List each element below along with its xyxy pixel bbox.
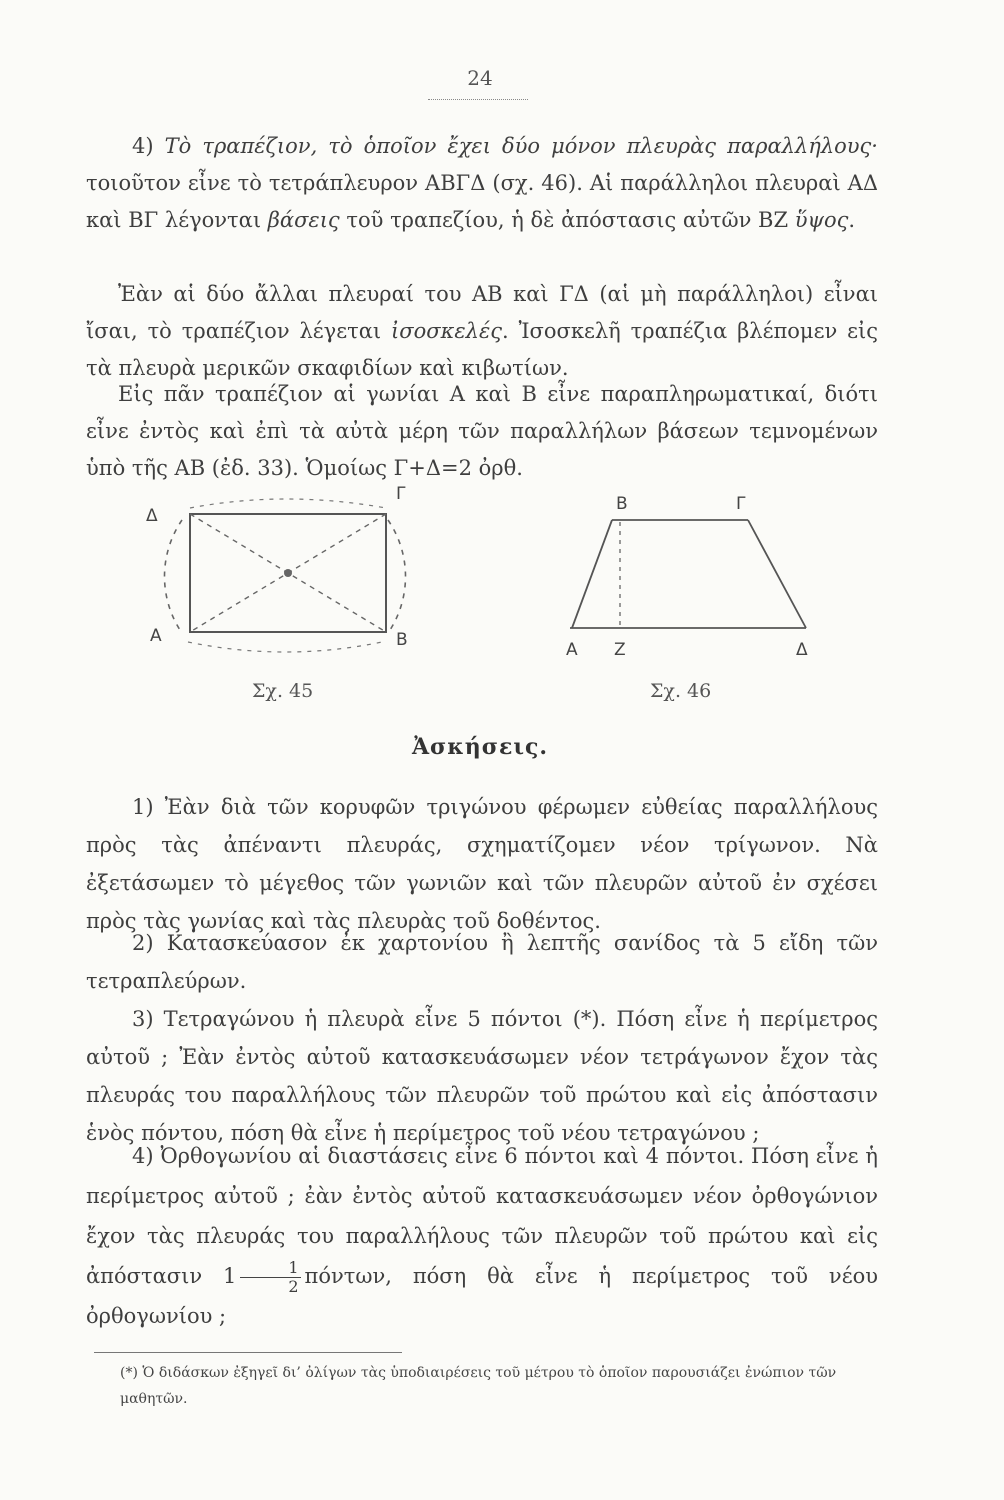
exercise-number: 3)	[132, 1007, 154, 1031]
paragraph-text: . Ἰσοσκελῆ τραπέζια βλέπομεν εἰς τὰ πλευρὰ μερικῶν σκαφιδίων καὶ κιβωτίων.	[86, 319, 878, 380]
fig46-side-gd	[748, 520, 806, 628]
figure-46-diagram	[560, 500, 820, 650]
exercise-text: Ἐὰν διὰ τῶν κορυφῶν τριγώνου φέρωμεν εὐθείας παραλλήλους πρὸς τὰς ἀπέναντι πλευράς, σχηματίζομεν νέον τρίγωνον. Νὰ ἐξετάσωμεν τὸ μέγεθος τῶν γωνιῶν καὶ τῶν πλευρῶν αὐτοῦ ἐν σχέσει πρὸς τὰς γωνίας καὶ τὰς πλευρὰς τοῦ δοθέντος.	[86, 795, 878, 933]
exercise-number: 4)	[132, 1144, 154, 1168]
fraction-one-half	[240, 1259, 300, 1296]
trapezium-definition: Τὸ τραπέζιον, τὸ ὁποῖον ἔχει δύο μόνον πλευρὰς παραλλήλους·	[164, 134, 878, 158]
paragraph-isosceles	[86, 276, 878, 387]
item-number: 4)	[132, 134, 154, 158]
exercise-3	[86, 1000, 878, 1152]
exercises-heading: Ἀσκήσεις.	[411, 734, 549, 760]
figure-45-diagram	[150, 480, 420, 670]
term-height: ὕψος	[794, 208, 849, 232]
fig45-label-beta: Β	[396, 630, 408, 650]
page-number: 24	[467, 66, 493, 90]
exercise-text: Τετραγώνου ἡ πλευρὰ εἶνε 5 πόντοι (*). Πόση εἶνε ἡ περίμετρος αὐτοῦ ; Ἐὰν ἐντὸς αὐτοῦ κατασκευάσωμεν νέον τετράγωνον ἔχον τὰς πλευράς του παραλλήλους τῶν πλευρῶν τοῦ πρώτου καὶ εἰς ἀπόστασιν ἑνὸς πόντου, πόση θὰ εἶνε ἡ περίμετρος τοῦ νέου τετραγώνου ;	[86, 1007, 878, 1145]
paragraph-trapezium-definition	[86, 128, 878, 239]
fig46-label-delta: Δ	[796, 640, 808, 660]
exercise-4	[86, 1136, 878, 1336]
paragraph-text: τοῦ τραπεζίου, ἡ δὲ ἀπόστασις αὐτῶν ΒΖ	[339, 208, 795, 232]
page-number-rule	[428, 99, 528, 100]
fig46-label-alpha: Α	[566, 640, 578, 660]
fig45-label-delta: Δ	[146, 506, 158, 526]
punctuation: .	[848, 208, 856, 232]
term-bases: βάσεις	[267, 208, 340, 232]
fig45-label-alpha: Α	[150, 626, 162, 646]
paragraph-text: Ἐὰν αἱ δύο ἄλλαι πλευραί του ΑΒ καὶ ΓΔ (αἱ μὴ παράλληλοι) εἶναι ἴσαι, τὸ τραπέζιον λέγεται	[86, 282, 878, 343]
footnote: (*) Ὁ διδάσκων ἐξηγεῖ δι’ ὀλίγων τὰς ὑποδιαιρέσεις τοῦ μέτρου τὸ ὁποῖον παρουσιάζει ἐνώπιον τῶν μαθητῶν.	[120, 1365, 837, 1407]
exercise-text: πόντων, πόση θὰ εἶνε ἡ περίμετρος τοῦ νέου ὀρθογωνίου ;	[86, 1264, 878, 1328]
exercise-2	[86, 924, 878, 1000]
exercise-1	[86, 788, 878, 940]
term-isosceles: ἰσοσκελές	[391, 319, 502, 343]
fraction-numerator: 1	[240, 1259, 300, 1278]
footnote-rule	[94, 1352, 402, 1353]
fig45-center-point	[284, 569, 292, 577]
figure-46-caption: Σχ. 46	[650, 680, 712, 702]
fig46-label-beta: Β	[616, 494, 628, 514]
fig46-side-ab	[572, 520, 612, 628]
fig45-circle-arc-top	[190, 499, 386, 508]
exercise-text: Ὀρθογωνίου αἱ διαστάσεις εἶνε 6 πόντοι καὶ 4 πόντοι. Πόση εἶνε ἡ περίμετρος αὐτοῦ ; ἐὰν ἐντὸς αὐτοῦ κατασκευάσωμεν νέον ὀρθογώνιον ἔχον τὰς πλευράς του παραλλήλους τῶν πλευρῶν τοῦ πρώτου καὶ εἰς ἀπόστασιν 1	[86, 1144, 878, 1288]
exercise-number: 2)	[132, 931, 154, 955]
paragraph-text: τοιοῦτον εἶνε τὸ τετράπλευρον ΑΒΓΔ (σχ. 46). Αἱ παράλληλοι πλευραὶ ΑΔ καὶ ΒΓ λέγονται	[86, 171, 878, 232]
fig45-circle-arc-left	[164, 520, 182, 630]
paragraph-text: Εἰς πᾶν τραπέζιον αἱ γωνίαι Α καὶ Β εἶνε παραπληρωματικαί, διότι εἶνε ἐντὸς καὶ ἐπὶ τὰ αὐτὰ μέρη τῶν παραλλήλων βάσεων τεμνομένων ὑπὸ τῆς ΑΒ (ἐδ. 33). Ὁμοίως Γ+Δ=2 ὀρθ.	[86, 382, 878, 480]
fig45-circle-arc-bottom	[188, 642, 382, 652]
fig45-label-gamma: Γ	[396, 484, 406, 504]
exercise-number: 1)	[132, 795, 154, 819]
fig45-circle-arc-right	[388, 520, 406, 630]
exercise-text: Κατασκεύασον ἐκ χαρτονίου ἢ λεπτῆς σανίδος τὰ 5 εἴδη τῶν τετραπλεύρων.	[86, 931, 878, 993]
figure-45-caption: Σχ. 45	[252, 680, 314, 702]
paragraph-angles	[86, 376, 878, 487]
fraction-denominator: 2	[288, 1277, 299, 1296]
fig46-label-gamma: Γ	[736, 494, 746, 514]
fig46-label-zeta: Ζ	[614, 640, 626, 660]
